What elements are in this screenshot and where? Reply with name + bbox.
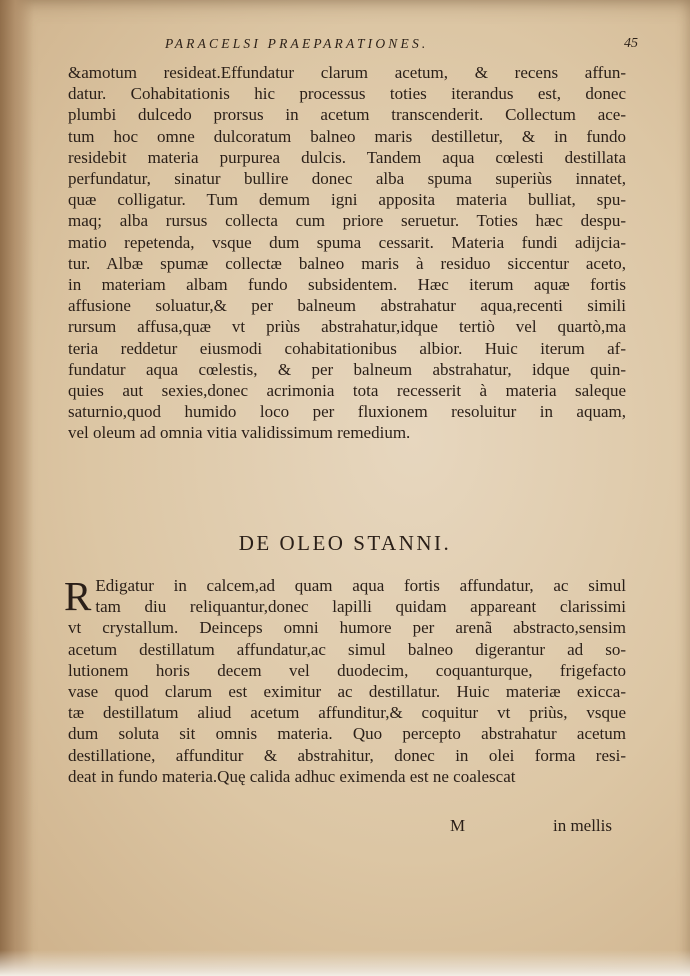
text-line: maq; alba rursus collecta cum priore seruetur. Toties hæc despu- [68,211,626,231]
text-line: dum soluta sit omnis materia. Quo percepto abstrahatur acetum [68,724,626,744]
text-line: tum hoc omne dulcoratum balneo maris destilletur, & in fundo [68,126,626,146]
page-number: 45 [624,36,638,51]
text-line: lutionem horis decem vel duodecim, coquanturque, frigefacto [68,660,626,680]
text-line: residebit materia purpurea dulcis. Tandem aqua cœlesti destillata [68,147,626,167]
text-line: teria reddetur eiusmodi cohabitationibus albior. Huic iterum af- [68,338,626,358]
page-bottom-edge [0,950,690,976]
text-line: perfundatur, sinatur bullire donec alba spuma superiùs innatet, [68,169,626,189]
text-line: fundatur aqua cœlestis, & per balneum abstrahatur, idque quin- [68,359,626,379]
text-line: rursum affusa,quæ vt priùs abstrahatur,idque tertiò vel quartò,ma [68,317,626,337]
text-line: destillatione, affunditur & abstrahitur, donec in olei forma resi- [68,745,626,765]
text-line: quæ colligatur. Tum demum igni apposita materia bulliat, spu- [68,190,626,210]
section-heading: DE OLEO STANNI. [238,531,452,555]
page-footer [68,816,626,838]
text-line: matio repetenda, vsque dum spuma cessarit. Materia fundi adijcia- [68,232,626,252]
text-line: saturnio,quod humido loco per fluxionem resoluitur in aquam, [68,402,626,422]
text-line: plumbi dulcedo prorsus in acetum transcenderit. Collectum ace- [68,105,626,125]
text-line: tæ destillatum aliud acetum affunditur,& coquitur vt priùs, vsque [68,703,626,723]
running-title: PARACELSI PRAEPARATIONES. [165,36,429,51]
text-line: affusione soluatur,& per balneum abstrahatur aqua,recenti simili [68,296,626,316]
text-line: vel oleum ad omnia vitia validissimum remedium. [68,423,411,443]
text-line: datur. Cohabitationis hic processus toties iterandus est, donec [68,84,626,104]
text-line: vase quod clarum est eximitur ac destillatur. Huic materiæ exicca- [68,682,626,702]
text-line: deat in fundo materia.Quę calida adhuc eximenda est ne coalescat [68,766,516,786]
catchword: in mellis [552,816,612,835]
text-line: acetum destillatum affundatur,ac simul balneo digerantur ad so- [68,639,626,659]
text-line: in materiam albam fundo subsidentem. Hæc iterum aquæ fortis [68,275,626,295]
drop-cap: R [64,573,92,619]
text-line: vt crystallum. Deinceps omni humore per arenã abstracto,sensim [68,618,626,638]
text-line: quies aut sexies,donec acrimonia tota recesserit à materia saleque [68,381,626,401]
text-line: &amotum resideat.Effundatur clarum acetum, & recens affun- [68,63,626,82]
signature-mark: M [450,816,466,835]
paragraph-lead-oil [68,62,626,500]
paragraph-oleo-stanni [64,573,626,787]
text-line: Edigatur in calcem,ad quam aqua fortis affundatur, ac simul [95,576,626,595]
text-line: tur. Albæ spumæ collectæ balneo maris à residuo siccentur aceto, [68,253,626,273]
text-line: tam diu reliquantur,donec lapilli quidam appareant clarissimi [95,597,626,617]
page-binding-shadow [0,0,34,976]
